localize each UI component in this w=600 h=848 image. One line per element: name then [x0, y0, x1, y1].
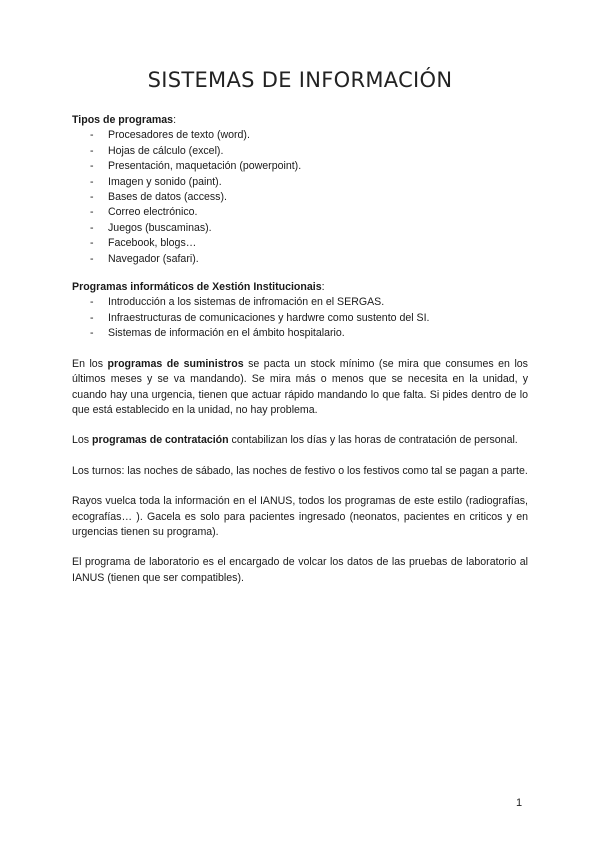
list-item: - Bases de datos (access).	[72, 190, 528, 205]
list-item: - Procesadores de texto (word).	[72, 128, 528, 143]
paragraph-contratacion: Los programas de contratación contabilizan los días y las horas de contratación de personal.	[72, 434, 518, 447]
list-item: - Facebook, blogs…	[72, 236, 528, 251]
document-body	[72, 113, 528, 586]
list-item: - Sistemas de información en el ámbito hospitalario.	[72, 326, 528, 341]
list-tipos-programas	[72, 128, 528, 267]
section-heading-xestion: Programas informáticos de Xestión Institucionais:	[72, 281, 325, 294]
section-heading-xestion-text: Programas informáticos de Xestión Institucionais	[72, 281, 322, 294]
paragraph-turnos: Los turnos: las noches de sábado, las noches de festivo o los festivos como tal se pagan a parte.	[72, 464, 528, 477]
list-item: - Imagen y sonido (paint).	[72, 175, 528, 190]
list-item: - Introducción a los sistemas de infromación en el SERGAS.	[72, 295, 528, 310]
list-item: - Correo electrónico.	[72, 205, 528, 220]
page-number: 1	[516, 797, 523, 809]
paragraph-laboratorio: El programa de laboratorio es el encargado de volcar los datos de las pruebas de laboratorio al IANUS (tienen que ser compatibles).	[72, 556, 528, 584]
page-title: SISTEMAS DE INFORMACIÓN	[147, 68, 453, 92]
list-item: - Hojas de cálculo (excel).	[72, 144, 528, 159]
paragraph-suministros: En los programas de suministros se pacta un stock mínimo (se mira que consumes en los últimos meses y se va mandando). Se mira más o menos que se necesita en la unidad, y cuando hay una urgencia, tienen que actuar rápido mandando lo que falta. Si pides dentro de lo que está establecido en la unidad, no hay problema.	[72, 357, 528, 416]
list-item: - Infraestructuras de comunicaciones y hardwre como sustento del SI.	[72, 311, 528, 326]
list-item: - Navegador (safari).	[72, 252, 528, 267]
term-programas-contratacion: programas de contratación	[92, 434, 229, 447]
list-programas-xestion	[72, 295, 528, 341]
term-programas-suministros: programas de suministros	[107, 357, 244, 370]
section-heading-tipos-text: Tipos de programas	[72, 114, 174, 126]
paragraph-rayos: Rayos vuelca toda la información en el IANUS, todos los programas de este estilo (radiografías, ecografías… ). Gacela es solo para pacientes ingresado (neonatos, pacientes en criticos y en urgencias tienen su programa).	[72, 495, 528, 538]
list-item: - Presentación, maquetación (powerpoint).	[72, 159, 528, 174]
list-item: - Juegos (buscaminas).	[72, 221, 528, 236]
section-heading-tipos: Tipos de programas:	[72, 114, 177, 126]
